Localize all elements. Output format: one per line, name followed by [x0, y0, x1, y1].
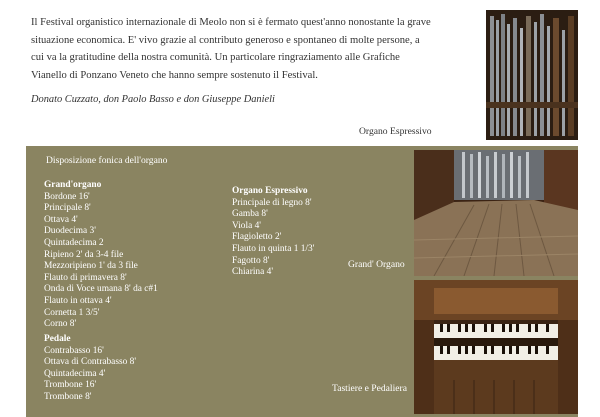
stop-item: Cornetta 1 3/5'	[44, 307, 100, 318]
stop-item: Gamba 8'	[232, 209, 268, 220]
caption-grand-organo: Grand' Organo	[348, 259, 405, 270]
stop-item: Fagotto 8'	[232, 255, 270, 266]
intro-paragraph: Il Festival organistico internazionale di Meolo non si è fermato quest'anno nonostante la grave situazione economica. E' vivo grazie al contributo generoso e spontaneo di molte persone, a cui va la gratitudine della nostra comunità. Un particolare ringraziamento alle Grafiche Vianello di Ponzano Veneto che hanno sempre sostenuto il Festival.	[31, 17, 431, 81]
stop-item: Ottava di Contrabasso 8'	[44, 357, 137, 368]
stop-item: Onda di Voce umana 8' da c#1	[44, 284, 158, 295]
stop-item: Flauto in ottava 4'	[44, 295, 112, 306]
stop-item: Duodecima 3'	[44, 226, 96, 237]
stop-item: Flauto di primavera 8'	[44, 272, 127, 283]
stop-item: Flauto in quinta 1 1/3'	[232, 243, 315, 254]
stop-item: Bordone 16'	[44, 191, 90, 202]
tastiere-photo	[414, 280, 578, 414]
stop-item: Trombone 8'	[44, 391, 92, 402]
signature: Donato Cuzzato, don Paolo Basso e don Giuseppe Danieli	[31, 94, 275, 105]
organo-espressivo-heading: Organo Espressivo	[232, 186, 308, 196]
pedale-column	[44, 334, 136, 404]
stop-item: Principale di legno 8'	[232, 197, 312, 208]
stop-item: Mezzoripieno 1' da 3 file	[44, 261, 138, 272]
organo-espressivo-column	[232, 186, 314, 279]
grand-organo-heading: Grand'organo	[44, 180, 102, 190]
grand-organo-column	[44, 180, 158, 331]
pedale-heading: Pedale	[44, 334, 71, 344]
stop-item: Chiarina 4'	[232, 267, 274, 278]
stop-item: Principale 8'	[44, 203, 91, 214]
page-margin	[578, 0, 600, 417]
stop-item: Ripieno 2' da 3-4 file	[44, 249, 124, 260]
stop-item: Ottava 4'	[44, 214, 78, 225]
stop-item: Quintadecima 2	[44, 237, 104, 248]
disposizione-title: Disposizione fonica dell'organo	[46, 155, 168, 166]
stop-item: Quintadecima 4'	[44, 368, 106, 379]
caption-tastiere: Tastiere e Pedaliera	[332, 383, 407, 394]
caption-organo-espressivo: Organo Espressivo	[359, 126, 432, 137]
stop-item: Trombone 16'	[44, 380, 97, 391]
stop-item: Contrabasso 16'	[44, 345, 104, 356]
organ-pipes-photo	[486, 10, 578, 140]
stop-item: Flagioletto 2'	[232, 232, 282, 243]
stop-item: Corno 8'	[44, 319, 77, 330]
grand-organo-photo	[414, 150, 578, 276]
stop-item: Viola 4'	[232, 220, 261, 231]
